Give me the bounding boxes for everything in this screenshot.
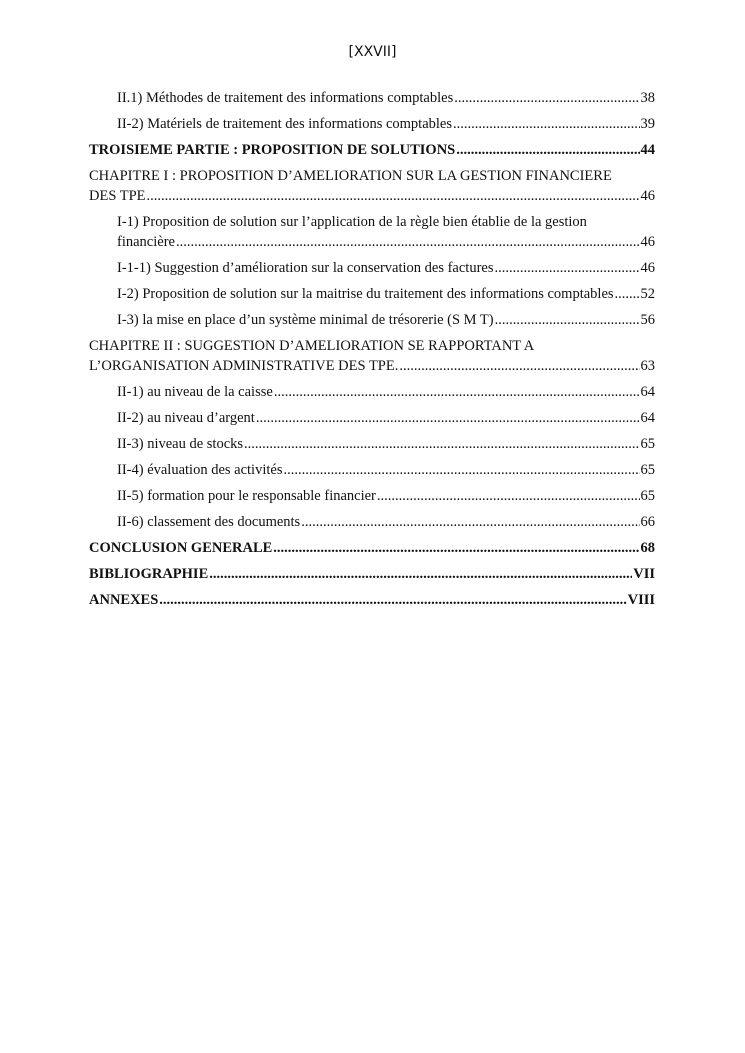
toc-entry-title: II-2) Matériels de traitement des informations comptables bbox=[117, 116, 453, 132]
toc-leader-dots bbox=[274, 382, 640, 402]
toc-entry-title: TROISIEME PARTIE : PROPOSITION DE SOLUTIONS bbox=[89, 142, 456, 158]
toc-entry-title: ANNEXES bbox=[89, 592, 159, 608]
toc-entry-title: II-3) niveau de stocks bbox=[117, 436, 244, 452]
toc-entry-title: I-1-1) Suggestion d’amélioration sur la conservation des factures bbox=[117, 260, 494, 276]
toc-leader-dots bbox=[273, 538, 639, 558]
toc-entry-title: II-6) classement des documents bbox=[117, 514, 301, 530]
toc-page-number: 65 bbox=[640, 462, 655, 478]
toc-leader-dots bbox=[209, 564, 632, 584]
toc-entry[interactable] bbox=[89, 538, 655, 558]
toc-entry-title: II-1) au niveau de la caisse bbox=[117, 384, 273, 400]
toc-leader-dots bbox=[256, 408, 640, 428]
toc-entry-title: financière bbox=[117, 234, 175, 250]
toc-page-number: 64 bbox=[640, 410, 655, 426]
toc-leader-dots bbox=[454, 88, 639, 108]
toc-leader-dots bbox=[377, 486, 640, 506]
table-of-contents bbox=[89, 88, 655, 616]
toc-leader-dots bbox=[456, 140, 639, 160]
toc-leader-dots bbox=[283, 460, 639, 480]
toc-entry[interactable] bbox=[89, 284, 655, 304]
toc-entry-title-line1: CHAPITRE II : SUGGESTION D’AMELIORATION SE RAPPORTANT A bbox=[89, 338, 535, 354]
toc-page-number: 65 bbox=[640, 436, 655, 452]
toc-entry[interactable] bbox=[89, 486, 655, 506]
toc-entry-title: II-2) au niveau d’argent bbox=[117, 410, 255, 426]
toc-entry[interactable] bbox=[89, 434, 655, 454]
toc-entry-title-line1: I-1) Proposition de solution sur l’application de la règle bien établie de la gestion bbox=[117, 214, 587, 230]
toc-entry-title: II-5) formation pour le responsable financier bbox=[117, 488, 376, 504]
toc-entry[interactable] bbox=[89, 258, 655, 278]
toc-page-number: 46 bbox=[640, 234, 655, 250]
toc-page-number: 56 bbox=[640, 312, 655, 328]
toc-entry-title-line1: CHAPITRE I : PROPOSITION D’AMELIORATION SUR LA GESTION FINANCIERE bbox=[89, 168, 612, 184]
toc-page-number: 66 bbox=[640, 514, 655, 530]
toc-entry[interactable] bbox=[89, 114, 655, 134]
toc-page-number: 46 bbox=[640, 188, 655, 204]
toc-page-number: VIII bbox=[627, 592, 655, 608]
toc-page-number: 63 bbox=[640, 358, 655, 374]
toc-entry-title: II-4) évaluation des activités bbox=[117, 462, 283, 478]
toc-page-number: 44 bbox=[640, 142, 655, 158]
toc-leader-dots bbox=[159, 590, 626, 610]
toc-entry[interactable] bbox=[89, 512, 655, 532]
toc-leader-dots bbox=[244, 434, 639, 454]
toc-entry-title: CONCLUSION GENERALE bbox=[89, 540, 273, 556]
toc-page-number: 64 bbox=[640, 384, 655, 400]
toc-entry[interactable] bbox=[89, 310, 655, 330]
toc-entry-title: I-3) la mise en place d’un système minimal de trésorerie (S M T) bbox=[117, 312, 494, 328]
page-number-header: [XXVII] bbox=[348, 44, 397, 60]
toc-entry[interactable] bbox=[89, 336, 655, 376]
toc-page-number: 46 bbox=[640, 260, 655, 276]
toc-entry[interactable] bbox=[89, 382, 655, 402]
toc-page-number: 65 bbox=[640, 488, 655, 504]
toc-entry[interactable] bbox=[89, 590, 655, 610]
toc-entry[interactable] bbox=[89, 460, 655, 480]
toc-entry[interactable] bbox=[89, 564, 655, 584]
toc-entry[interactable] bbox=[89, 212, 655, 252]
toc-leader-dots bbox=[615, 284, 640, 304]
toc-entry-title: DES TPE bbox=[89, 188, 146, 204]
toc-leader-dots bbox=[495, 310, 640, 330]
toc-page-number: 52 bbox=[640, 286, 655, 302]
toc-entry[interactable] bbox=[89, 408, 655, 428]
toc-entry[interactable] bbox=[89, 166, 655, 206]
toc-leader-dots bbox=[147, 186, 640, 206]
toc-leader-dots bbox=[453, 114, 639, 134]
toc-page-number: 68 bbox=[640, 540, 655, 556]
toc-page-number: 39 bbox=[640, 116, 655, 132]
toc-leader-dots bbox=[494, 258, 639, 278]
toc-entry-title: BIBLIOGRAPHIE bbox=[89, 566, 209, 582]
toc-leader-dots bbox=[301, 512, 639, 532]
toc-entry-title: L’ORGANISATION ADMINISTRATIVE DES TPE. bbox=[89, 358, 399, 374]
toc-leader-dots bbox=[399, 356, 639, 376]
toc-entry[interactable] bbox=[89, 140, 655, 160]
toc-entry-title: II.1) Méthodes de traitement des informations comptables bbox=[117, 90, 454, 106]
toc-entry[interactable] bbox=[89, 88, 655, 108]
toc-page-number: VII bbox=[633, 566, 655, 582]
toc-entry-title: I-2) Proposition de solution sur la maitrise du traitement des informations comptables bbox=[117, 286, 614, 302]
toc-leader-dots bbox=[176, 232, 640, 252]
toc-page-number: 38 bbox=[640, 90, 655, 106]
